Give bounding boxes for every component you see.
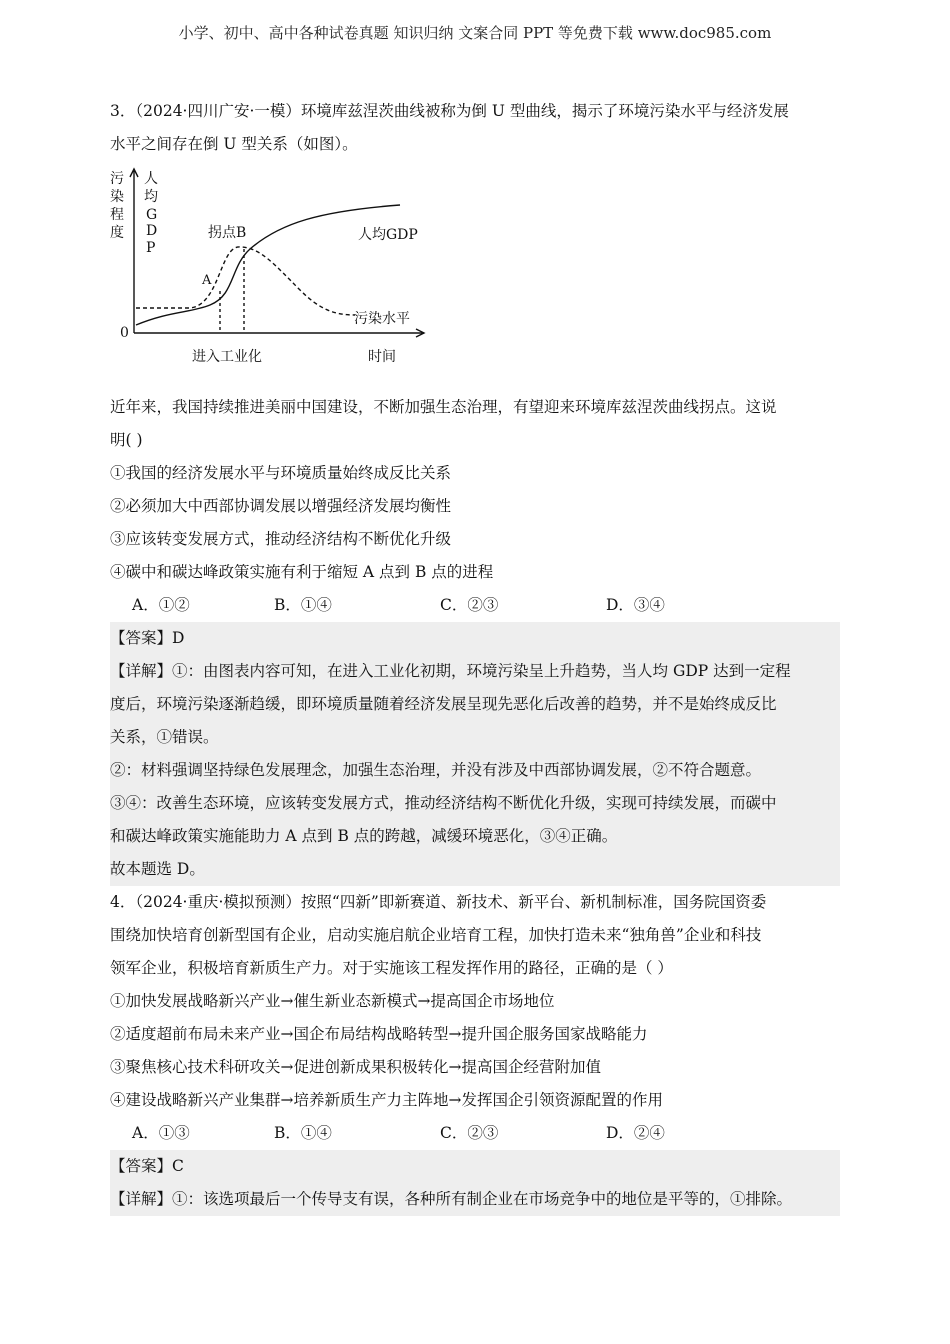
q4-choices [110, 1117, 840, 1150]
pollution-curve-label: 污染水平 [354, 311, 410, 327]
q3-choices [110, 589, 840, 622]
q3-option-2: ②必须加大中西部协调发展以增强经济发展均衡性 [110, 497, 452, 515]
point-b-label: 拐点B [208, 225, 247, 241]
q3-answer-block [110, 622, 840, 886]
q3-detail-line1: 【详解】①：由图表内容可知，在进入工业化初期，环境污染呈上升趋势，当人均 GDP 达到一定程 [110, 662, 791, 680]
q3-body-line2: 明( ) [110, 431, 143, 449]
document-body [110, 95, 840, 1216]
q3-option-3: ③应该转变发展方式，推动经济结构不断优化升级 [110, 530, 452, 548]
q3-body-line1: 近年来，我国持续推进美丽中国建设，不断加强生态治理，有望迎来环境库兹涅茨曲线拐点。这说 [110, 398, 777, 416]
q3-choice-a[interactable]: A．①② [132, 596, 190, 614]
q3-detail-line2: 度后，环境污染逐渐趋缓，即环境质量随着经济发展呈现先恶化后改善的趋势，并不是始终成反比 [110, 695, 777, 713]
q4-answer: 【答案】C [110, 1157, 184, 1175]
q3-stem-line2: 水平之间存在倒 U 型关系（如图）。 [110, 135, 358, 153]
q4-option-3: ③聚焦核心技术科研攻关→促进创新成果积极转化→提高国企经营附加值 [110, 1058, 601, 1076]
q4-stem-line2: 围绕加快培育创新型国有企业，启动实施启航企业培育工程，加快打造未来“独角兽”企业和科技 [110, 926, 762, 944]
q4-answer-block [110, 1150, 840, 1216]
q4-choice-b[interactable]: B．①④ [274, 1124, 332, 1142]
pollution-curve [136, 247, 355, 315]
q3-stem-line1: 3．（2024·四川广安·一模）环境库兹涅茨曲线被称为倒 U 型曲线，揭示了环境污染水平与经济发展 [110, 102, 789, 120]
origin-label: 0 [120, 325, 129, 341]
page-header: 小学、初中、高中各种试卷真题 知识归纳 文案合同 PPT 等免费下载 www.doc985.com [178, 24, 772, 42]
y-label-left: 污 染 程 度 [110, 171, 124, 241]
q3-detail-line3: 关系，①错误。 [110, 728, 219, 746]
q4-choice-d[interactable]: D．②④ [606, 1124, 665, 1142]
q3-option-4: ④碳中和碳达峰政策实施有利于缩短 A 点到 B 点的进程 [110, 563, 494, 581]
y-label-right: 人 均 G D P [144, 171, 158, 256]
q3-option-1: ①我国的经济发展水平与环境质量始终成反比关系 [110, 464, 452, 482]
point-a-label: A [202, 273, 212, 288]
q3-detail-line6: 和碳达峰政策实施能助力 A 点到 B 点的跨越，减缓环境恶化，③④正确。 [110, 827, 618, 845]
x-label-time: 时间 [368, 349, 396, 365]
q4-choice-a[interactable]: A．①③ [132, 1124, 190, 1142]
q4-stem-line3: 领军企业，积极培育新质生产力。对于实施该工程发挥作用的路径，正确的是（ ） [110, 959, 673, 977]
q4-option-4: ④建设战略新兴产业集群→培养新质生产力主阵地→发挥国企引领资源配置的作用 [110, 1091, 663, 1109]
q3-choice-b[interactable]: B．①④ [274, 596, 332, 614]
kuznets-curve-figure [110, 165, 440, 375]
q3-choice-c[interactable]: C．②③ [440, 596, 499, 614]
q4-choice-c[interactable]: C．②③ [440, 1124, 499, 1142]
q4-stem-line1: 4．（2024·重庆·模拟预测）按照“四新”即新赛道、新技术、新平台、新机制标准，国务院国资委 [110, 893, 767, 911]
q3-detail-line7: 故本题选 D。 [110, 860, 205, 878]
q3-choice-d[interactable]: D．③④ [606, 596, 665, 614]
x-label-industrial: 进入工业化 [192, 349, 262, 365]
gdp-curve [136, 205, 400, 325]
q4-option-2: ②适度超前布局未来产业→国企布局结构战略转型→提升国企服务国家战略能力 [110, 1025, 648, 1043]
q3-detail-line5: ③④：改善生态环境，应该转变发展方式，推动经济结构不断优化升级，实现可持续发展，而碳中 [110, 794, 777, 812]
q3-answer: 【答案】D [110, 629, 185, 647]
q4-detail-line1: 【详解】①：该选项最后一个传导支有误，各种所有制企业在市场竞争中的地位是平等的，①排除。 [110, 1190, 793, 1208]
gdp-curve-label: 人均GDP [358, 227, 418, 243]
q4-option-1: ①加快发展战略新兴产业→催生新业态新模式→提高国企市场地位 [110, 992, 555, 1010]
q3-detail-line4: ②：材料强调坚持绿色发展理念，加强生态治理，并没有涉及中西部协调发展，②不符合题意。 [110, 761, 762, 779]
